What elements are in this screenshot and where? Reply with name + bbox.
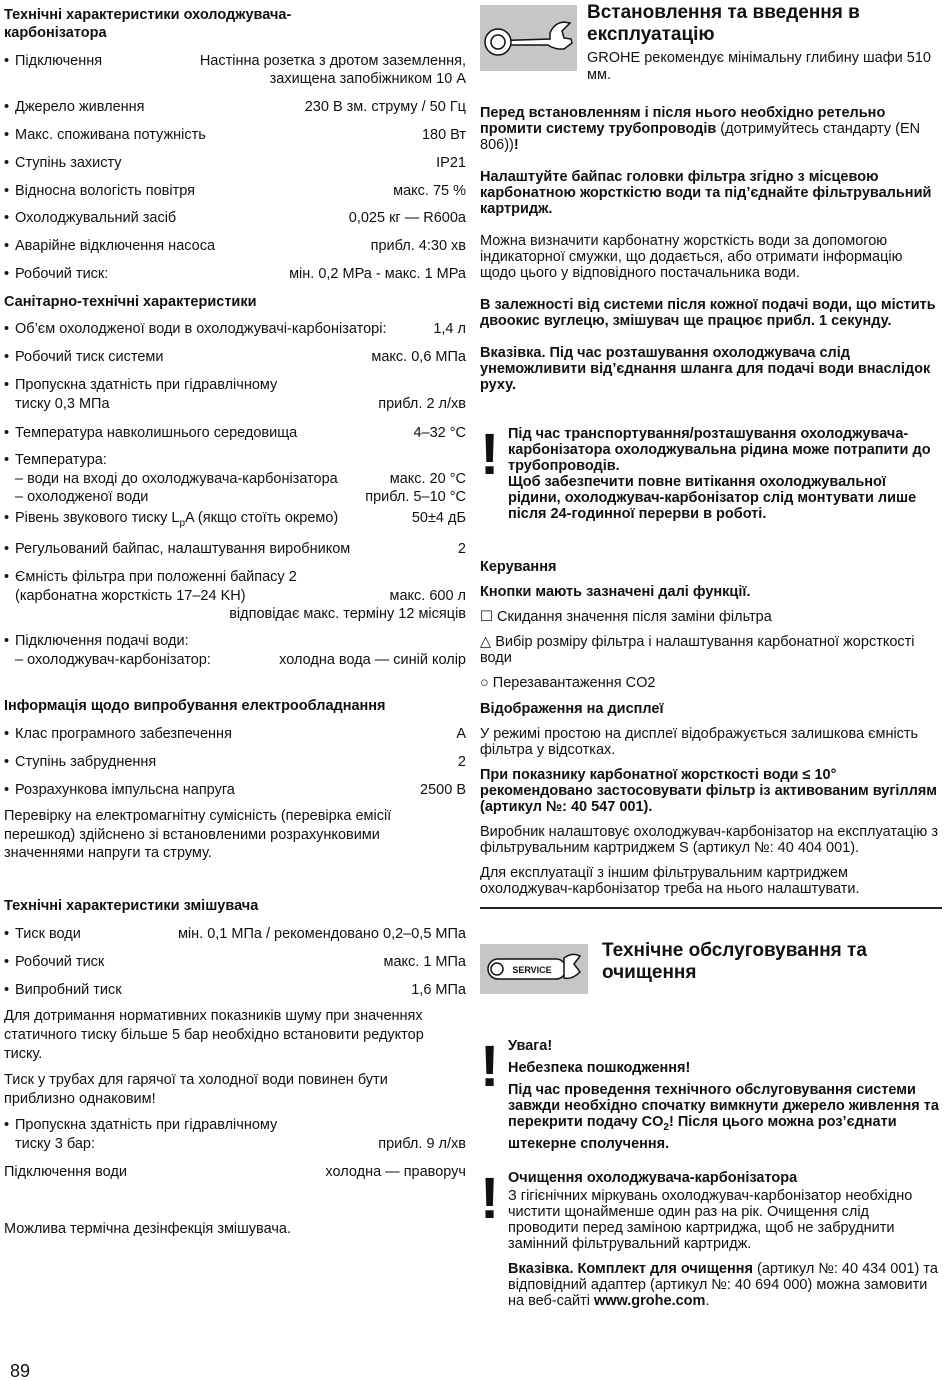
item-value: Настінна розетка з дротом заземлення, захищена запобіжником 10 А bbox=[199, 53, 466, 87]
cleaning-title: Очищення охолоджувача-карбонізатора bbox=[508, 1170, 798, 1186]
item-label: Аварійне відключення насоса bbox=[15, 238, 216, 254]
list-item: • Охолоджувальний засіб 0,025 кг — R600a bbox=[4, 210, 466, 226]
list-item: • Джерело живлення 230 В зм. струму / 50 Гц bbox=[4, 99, 466, 115]
tech-list bbox=[4, 52, 466, 291]
cleaning-note: Вказівка. Комплект для очищення (артикул №: 40 434 001) та відповідний адаптер (артикул №: 40 694 000) можна замовити на веб-сайті www.grohe.com. bbox=[508, 1261, 938, 1309]
tech-title: Технічні характеристики охолоджувача-карбонізатора bbox=[4, 7, 292, 41]
list-item: • Робочий тиск: мін. 0,2 МРа - макс. 1 МРа bbox=[4, 266, 466, 282]
control-section bbox=[480, 559, 942, 897]
sanitary-title: Санітарно-технічні характеристики bbox=[4, 294, 257, 310]
list-item: • Ємність фільтра при положенні байпасу 2 (карбонатна жорсткість 17–24 KH) макс. 600 л відповідає макс. терміну 12 місяців bbox=[4, 569, 466, 622]
list-item: • Тиск води мін. 0,1 МПа / рекомендовано 0,2–0,5 МПа bbox=[4, 925, 466, 942]
mixer-disinfection: Можлива термічна дезінфекція змішувача. bbox=[4, 1220, 291, 1237]
item-value: макс. 75 % bbox=[393, 183, 466, 199]
list-item: • Аварійне відключення насоса прибл. 4:30 хв bbox=[4, 238, 466, 254]
install-title: Встановлення та введення в експлуатацію bbox=[587, 2, 860, 45]
list-item: • Температура: – води на вході до охолоджувача-карбонізатора макс. 20 °C – охолодженої води прибл. 5–10 °C bbox=[4, 452, 466, 505]
display-title: Відображення на дисплеї bbox=[480, 701, 664, 717]
install-paragraph: Можна визначити карбонатну жорсткість води за допомогою індикаторної смужки, що додається, або отримати інформацію щодо цього у відповідного постачальника води. bbox=[480, 233, 903, 281]
list-item: • Пропускна здатність при гідравлічному тиску 3 бар: прибл. 9 л/хв bbox=[4, 1116, 466, 1152]
control-item: ☐ Скидання значення після заміни фільтра bbox=[480, 609, 772, 625]
item-label: Макс. споживана потужність bbox=[15, 127, 206, 143]
warning-icon: ! bbox=[480, 1034, 500, 1099]
display-paragraph: У режимі простою на дисплеї відображується залишкова ємність фільтра у відсотках. bbox=[480, 726, 919, 758]
wrench-icon bbox=[480, 5, 577, 71]
circle-icon: ○ bbox=[480, 675, 489, 691]
list-item: • Макс. споживана потужність 180 Вт bbox=[4, 127, 466, 143]
item-label: Робочий тиск: bbox=[15, 266, 109, 282]
electrical-title: Інформація щодо випробування електрообладнання bbox=[4, 698, 386, 714]
list-item: • Робочий тиск системи макс. 0,6 МПа bbox=[4, 349, 466, 365]
install-paragraph: Налаштуйте байпас головки фільтра згідно з місцевою карбонатною жорсткістю води та під’єднайте фільтрувальний картридж. bbox=[480, 169, 932, 217]
mixer-text-1: Для дотримання нормативних показників шуму при значеннях статичного тиску більше 5 бар необхідно встановити редуктор тиску. bbox=[4, 1007, 424, 1062]
list-item: • Температура навколишнього середовища 4–32 °C bbox=[4, 425, 466, 441]
display-paragraph: Виробник налаштовує охолоджувач-карбонізатор на експлуатацію з фільтрувальним картриджем S (артикул №: 40 404 001). bbox=[480, 824, 938, 856]
item-label: Джерело живлення bbox=[15, 99, 145, 115]
list-item: • Регульований байпас, налаштування виробником 2 bbox=[4, 541, 466, 557]
warning-block: ! Увага! Небезпека пошкодження! Під час проведення технічного обслуговування системи завжди необхідно спочатку вимкнути джерело живлення та перекрити подачу $CO_2$! Після цього можна роз’єднати штекерне сполучення. bbox=[480, 1034, 939, 1152]
list-item: • Ступінь захисту IP21 bbox=[4, 155, 466, 171]
item-label: Підключення bbox=[15, 53, 103, 69]
list-item: • Підключення подачі води: – охолоджувач-карбонізатор: холодна вода — синій колір bbox=[4, 633, 466, 668]
item-value: мін. 0,2 МРа - макс. 1 МРа bbox=[289, 266, 466, 282]
section-divider bbox=[480, 907, 942, 909]
website-link[interactable]: www.grohe.com bbox=[593, 1293, 706, 1309]
list-item: • Відносна вологість повітря макс. 75 % bbox=[4, 183, 466, 199]
reset-icon: ☐ bbox=[480, 609, 493, 625]
service-icon-label: SERVICE bbox=[512, 965, 552, 975]
mixer-list bbox=[4, 925, 466, 1007]
left-column bbox=[4, 6, 466, 1237]
list-item: • Клас програмного забезпечення A bbox=[4, 726, 466, 742]
display-paragraph: Для експлуатації з іншим фільтрувальним картриджем охолоджувач-карбонізатор треба на нього налаштувати. bbox=[480, 865, 860, 897]
service-title: Технічне обслуговування та очищення bbox=[602, 940, 867, 983]
sanitary-list bbox=[4, 320, 466, 682]
electrical-text: Перевірку на електромагнітну сумісність (перевірка емісії перешкод) здійснено зі встановленими розрахунковими значеннями напруги та струму. bbox=[4, 808, 392, 861]
install-paragraph: Перед встановленням і після нього необхідно ретельно промити систему трубопроводів (дотримуйтесь стандарту (EN 806))! bbox=[480, 105, 921, 153]
triangle-icon: △ bbox=[480, 634, 492, 650]
mixer-connection: Підключення води холодна — праворуч bbox=[4, 1163, 466, 1180]
item-value: 180 Вт bbox=[421, 127, 466, 143]
item-label: Охолоджувальний засіб bbox=[15, 210, 177, 226]
install-subtitle: GROHE рекомендує мінімальну глибину шафи 510 мм. bbox=[587, 50, 931, 83]
list-item: • Ступінь забруднення 2 bbox=[4, 754, 466, 770]
item-label: Ступінь захисту bbox=[15, 155, 122, 171]
list-item: • Об’єм охолодженої води в охолоджувачі-карбонізаторі: 1,4 л bbox=[4, 321, 466, 337]
list-item: • Пропускна здатність при гідравлічному тиску 0,3 МПа прибл. 2 л/хв bbox=[4, 377, 466, 412]
item-value: прибл. 4:30 хв bbox=[370, 238, 466, 254]
warning-block: ! Під час транспортування/розташування охолоджувача-карбонізатора охолоджувальна рідина може потрапити до трубопроводів. Щоб забезпечити повне витікання охолоджувальної рідини, охолоджувач-карбонізатор слід монтувати лише після 24-годинної перерви в роботі. bbox=[480, 422, 931, 522]
mixer-title: Технічні характеристики змішувача bbox=[4, 897, 259, 914]
control-title: Керування bbox=[480, 559, 557, 575]
warning-icon: ! bbox=[480, 1166, 500, 1231]
item-value: IP21 bbox=[436, 155, 466, 171]
install-body bbox=[480, 105, 942, 393]
item-value: 0,025 кг — R600a bbox=[348, 210, 466, 226]
install-note: Вказівка. Під час розташування охолоджувача слід унеможливити від’єднання шланга для подачі води внаслідок руху. bbox=[480, 345, 931, 393]
install-paragraph: В залежності від системи після кожної подачі води, що містить двоокис вуглецю, змішувач ще працює прибл. 1 секунду. bbox=[480, 297, 936, 329]
control-item: △ Вибір розміру фільтра і налаштування карбонатної жорсткості води bbox=[480, 634, 915, 666]
electrical-list bbox=[4, 725, 466, 807]
list-item: • Робочий тиск макс. 1 МПа bbox=[4, 953, 466, 970]
warning-icon: ! bbox=[480, 422, 500, 487]
mixer-text-2: Тиск у трубах для гарячої та холодної води повинен бути приблизно однаковим! bbox=[4, 1071, 388, 1107]
control-subtitle: Кнопки мають зазначені далі функції. bbox=[480, 584, 751, 600]
item-label: Відносна вологість повітря bbox=[15, 183, 195, 199]
cleaning-paragraph: З гігієнічних міркувань охолоджувач-карбонізатор необхідно чистити щонайменше один раз на рік. Очищення слід проводити перед заміною картриджа, щоб не забруднити замінний фільтрувальний картридж. bbox=[508, 1188, 913, 1252]
list-item: • Розрахункова імпульсна напруга 2500 В bbox=[4, 782, 466, 798]
item-value: 230 В зм. струму / 50 Гц bbox=[304, 99, 466, 115]
list-item: • Випробний тиск 1,6 МПа bbox=[4, 981, 466, 998]
control-item: ○ Перезавантаження CO2 bbox=[480, 675, 656, 691]
service-icon bbox=[480, 944, 588, 994]
list-item: • Підключення Настінна розетка з дротом заземлення, захищена запобіжником 10 А bbox=[4, 53, 466, 87]
cleaning-block bbox=[480, 1166, 942, 1309]
display-paragraph: При показнику карбонатної жорсткості води ≤ 10° рекомендовано застосовувати фільтр із активованим вугіллям (артикул №: 40 547 001). bbox=[480, 767, 938, 815]
page-number: 89 bbox=[10, 1361, 31, 1381]
list-item: • Рівень звукового тиску $L_pA$ (якщо стоїть окремо) 50±4 дБ bbox=[4, 510, 466, 529]
